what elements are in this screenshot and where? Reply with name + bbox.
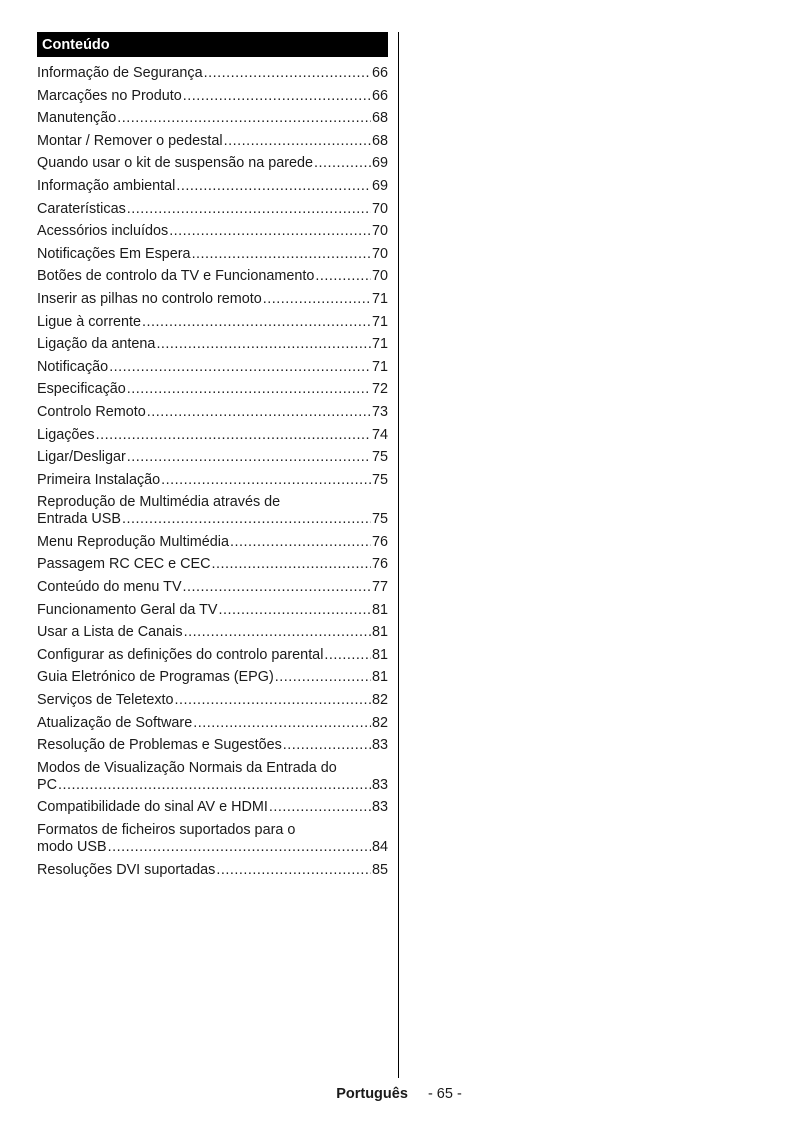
toc-entry-title-line1: Formatos de ficheiros suportados para o <box>37 822 296 838</box>
toc-dot-leader <box>314 155 371 172</box>
toc-entry-row <box>37 88 388 105</box>
footer-language: Português <box>336 1086 408 1102</box>
toc-dot-leader <box>216 862 371 879</box>
toc-entry[interactable] <box>37 88 388 105</box>
toc-entry-page: 75 <box>371 449 388 466</box>
toc-entry-row <box>37 862 388 879</box>
toc-entry-page: 68 <box>371 132 388 149</box>
toc-entry-title: Controlo Remoto <box>37 403 146 420</box>
toc-dot-leader <box>263 291 371 308</box>
toc-entry-title: Menu Reprodução Multimédia <box>37 533 229 550</box>
toc-entry[interactable] <box>37 647 388 664</box>
toc-entry[interactable] <box>37 155 388 172</box>
toc-entry-row <box>37 133 388 150</box>
toc-entry[interactable] <box>37 110 388 127</box>
toc-dot-leader <box>175 692 371 709</box>
toc-dot-leader <box>219 602 371 619</box>
toc-entry[interactable] <box>37 178 388 195</box>
toc-entry-row <box>37 715 388 732</box>
toc-dot-leader <box>109 359 371 376</box>
toc-entry-title: Inserir as pilhas no controlo remoto <box>37 290 262 307</box>
column-divider <box>398 32 399 1078</box>
toc-list <box>37 65 388 879</box>
toc-entry-title: modo USB <box>37 839 107 855</box>
toc-entry[interactable] <box>37 65 388 82</box>
toc-entry-title: Funcionamento Geral da TV <box>37 601 218 618</box>
toc-entry-page: 66 <box>371 65 388 81</box>
toc-entry-row <box>37 692 388 709</box>
toc-entry-row <box>37 602 388 619</box>
toc-dot-leader <box>269 799 371 816</box>
toc-dot-leader <box>212 556 371 573</box>
toc-entry-title: Montar / Remover o pedestal <box>37 132 223 149</box>
toc-dot-leader <box>176 178 371 195</box>
toc-entry-title: Passagem RC CEC e CEC <box>37 556 211 573</box>
toc-entry[interactable] <box>37 336 388 353</box>
toc-entry[interactable] <box>37 624 388 641</box>
toc-entry-row <box>37 201 388 218</box>
toc-entry-title: Resoluções DVI suportadas <box>37 861 216 878</box>
toc-entry-title: Informação de Segurança <box>37 65 203 81</box>
toc-dot-leader <box>275 669 371 686</box>
toc-entry[interactable] <box>37 268 388 285</box>
toc-entry-row <box>37 178 388 195</box>
toc-entry-title: Serviços de Teletexto <box>37 692 174 709</box>
toc-entry-title: Caraterísticas <box>37 200 126 217</box>
toc-dot-leader <box>127 201 371 218</box>
toc-entry-row <box>37 449 388 466</box>
toc-entry-page: 73 <box>371 403 388 420</box>
toc-dot-leader <box>169 223 371 240</box>
toc-entry-page: 71 <box>371 336 388 353</box>
toc-dot-leader <box>108 839 371 856</box>
toc-entry-row <box>37 246 388 263</box>
toc-entry-row <box>37 359 388 376</box>
toc-dot-leader <box>147 404 371 421</box>
toc-entry-title: Resolução de Problemas e Sugestões <box>37 737 282 754</box>
toc-entry[interactable] <box>37 291 388 308</box>
toc-entry-page: 68 <box>371 110 388 127</box>
toc-entry-row <box>37 291 388 308</box>
toc-entry-title: Acessórios incluídos <box>37 223 169 240</box>
toc-entry-row <box>37 777 388 794</box>
toc-entry-title: Primeira Instalação <box>37 471 161 488</box>
toc-dot-leader <box>127 381 371 398</box>
toc-entry-row <box>37 647 388 664</box>
toc-dot-leader <box>58 777 371 794</box>
toc-entry[interactable] <box>37 534 388 551</box>
toc-entry-page: 74 <box>371 426 388 443</box>
toc-entry-title: Configurar as definições do controlo parental <box>37 646 324 663</box>
toc-entry-title: Ligação da antena <box>37 336 156 353</box>
toc-entry-page: 81 <box>371 646 388 663</box>
toc-entry[interactable] <box>37 602 388 619</box>
toc-dot-leader <box>192 246 371 263</box>
toc-dot-leader <box>283 737 371 754</box>
toc-dot-leader <box>324 647 371 664</box>
toc-entry-page: 69 <box>371 177 388 194</box>
toc-entry[interactable] <box>37 556 388 573</box>
toc-entry-title: Entrada USB <box>37 511 121 528</box>
toc-entry-page: 70 <box>371 200 388 217</box>
toc-entry-row <box>37 534 388 551</box>
toc-dot-leader <box>96 427 371 444</box>
toc-entry-row <box>37 737 388 754</box>
toc-dot-leader <box>315 268 371 285</box>
toc-dot-leader <box>142 314 371 331</box>
toc-dot-leader <box>156 336 371 353</box>
toc-entry-page: 81 <box>371 624 388 641</box>
toc-entry-row <box>37 669 388 686</box>
toc-heading: Conteúdo <box>37 32 388 57</box>
toc-dot-leader <box>193 715 371 732</box>
toc-entry-row <box>37 579 388 596</box>
toc-entry-title: PC <box>37 776 57 793</box>
toc-entry-row <box>37 404 388 421</box>
toc-entry-row <box>37 624 388 641</box>
toc-entry-row <box>37 472 388 489</box>
toc-entry[interactable] <box>37 404 388 421</box>
toc-entry[interactable] <box>37 822 388 856</box>
toc-entry-title: Informação ambiental <box>37 177 176 194</box>
toc-entry-row <box>37 799 388 816</box>
toc-entry-row <box>37 336 388 353</box>
toc-entry-page: 75 <box>371 511 388 528</box>
toc-entry[interactable] <box>37 715 388 732</box>
toc-entry-title: Notificação <box>37 358 109 375</box>
toc-entry-row <box>37 427 388 444</box>
toc-entry-row <box>37 65 388 82</box>
toc-dot-leader <box>204 65 371 82</box>
toc-entry-title: Especificação <box>37 381 126 398</box>
toc-entry-title-line1: Modos de Visualização Normais da Entrada do <box>37 759 337 776</box>
toc-entry-title: Conteúdo do menu TV <box>37 579 182 596</box>
toc-entry-title: Botões de controlo da TV e Funcionamento <box>37 268 315 285</box>
toc-entry-row <box>37 268 388 285</box>
toc-entry-page: 84 <box>371 839 388 855</box>
toc-entry-page: 70 <box>371 223 388 240</box>
toc-entry-page: 71 <box>371 313 388 330</box>
toc-entry-title: Ligar/Desligar <box>37 449 126 466</box>
toc-entry-page: 76 <box>371 533 388 550</box>
toc-entry[interactable] <box>37 427 388 444</box>
toc-entry-title: Notificações Em Espera <box>37 245 191 262</box>
toc-entry-title: Guia Eletrónico de Programas (EPG) <box>37 669 274 686</box>
toc-dot-leader <box>230 534 371 551</box>
toc-entry-page: 70 <box>371 268 388 285</box>
toc-entry-page: 81 <box>371 669 388 686</box>
toc-entry[interactable] <box>37 246 388 263</box>
toc-entry[interactable] <box>37 133 388 150</box>
toc-entry-row <box>37 110 388 127</box>
toc-entry-page: 71 <box>371 290 388 307</box>
toc-entry-page: 70 <box>371 245 388 262</box>
toc-entry-page: 76 <box>371 556 388 573</box>
toc-entry-page: 85 <box>371 861 388 878</box>
toc-entry[interactable] <box>37 201 388 218</box>
toc-entry[interactable] <box>37 862 388 879</box>
toc-entry-title-line1: Reprodução de Multimédia através de <box>37 494 281 511</box>
toc-entry-page: 83 <box>371 776 388 793</box>
toc-entry[interactable] <box>37 449 388 466</box>
toc-entry[interactable] <box>37 314 388 331</box>
toc-dot-leader <box>224 133 371 150</box>
page-footer <box>0 1086 798 1102</box>
toc-dot-leader <box>183 88 371 105</box>
toc-entry-title: Ligue à corrente <box>37 313 142 330</box>
toc-entry[interactable] <box>37 494 388 528</box>
toc-entry-row <box>37 314 388 331</box>
toc-entry-page: 71 <box>371 358 388 375</box>
toc-entry-page: 82 <box>371 714 388 731</box>
toc-entry-page: 77 <box>371 579 388 596</box>
toc-entry[interactable] <box>37 737 388 754</box>
toc-entry-title: Atualização de Software <box>37 714 193 731</box>
toc-dot-leader <box>122 511 371 528</box>
toc-entry-page: 81 <box>371 601 388 618</box>
toc-entry-title: Compatibilidade do sinal AV e HDMI <box>37 799 268 816</box>
toc-entry-page: 83 <box>371 737 388 754</box>
toc-entry-row <box>37 223 388 240</box>
toc-entry[interactable] <box>37 799 388 816</box>
toc-entry[interactable] <box>37 692 388 709</box>
toc-entry-title: Manutenção <box>37 110 117 127</box>
toc-entry[interactable] <box>37 381 388 398</box>
toc-entry[interactable] <box>37 669 388 686</box>
toc-entry-title: Quando usar o kit de suspensão na parede <box>37 155 314 172</box>
toc-entry-title: Marcações no Produto <box>37 87 182 104</box>
toc-entry[interactable] <box>37 579 388 596</box>
toc-entry-page: 82 <box>371 692 388 709</box>
toc-entry-row <box>37 155 388 172</box>
toc-entry[interactable] <box>37 472 388 489</box>
toc-entry-title: Usar a Lista de Canais <box>37 624 183 641</box>
toc-entry-page: 75 <box>371 471 388 488</box>
toc-dot-leader <box>117 110 371 127</box>
toc-dot-leader <box>127 449 371 466</box>
footer-page-number: - 65 - <box>427 1086 462 1102</box>
table-of-contents <box>37 32 388 884</box>
toc-entry[interactable] <box>37 223 388 240</box>
toc-dot-leader <box>183 579 371 596</box>
toc-dot-leader <box>184 624 371 641</box>
toc-entry-row <box>37 511 388 528</box>
toc-entry-row <box>37 556 388 573</box>
toc-entry-page: 83 <box>371 799 388 816</box>
toc-entry-title: Ligações <box>37 426 95 443</box>
toc-entry[interactable] <box>37 760 388 794</box>
toc-entry[interactable] <box>37 359 388 376</box>
toc-dot-leader <box>161 472 371 489</box>
toc-entry-row <box>37 381 388 398</box>
toc-entry-page: 72 <box>371 381 388 398</box>
toc-entry-row <box>37 839 388 856</box>
toc-entry-page: 66 <box>371 87 388 104</box>
toc-entry-page: 69 <box>371 155 388 172</box>
